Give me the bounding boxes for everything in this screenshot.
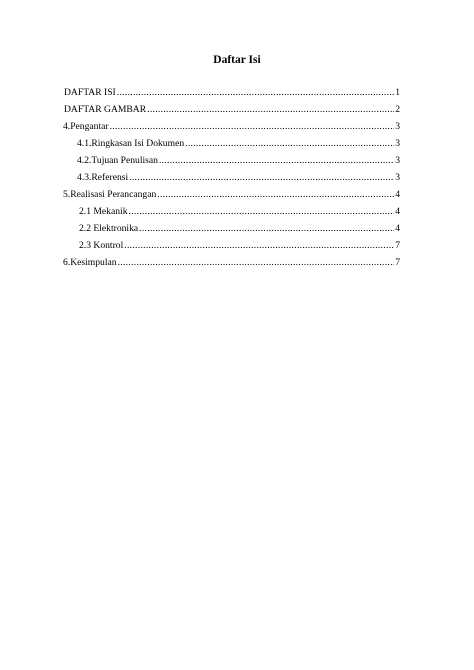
toc-entry-number: 4.: [63, 121, 71, 132]
toc-entry-mekanik[interactable]: [79, 206, 400, 218]
toc-leader-dots: [129, 172, 394, 184]
page-title: Daftar Isi: [213, 54, 261, 66]
toc-entry-label: 4.1.Ringkasan Isi Dokumen: [77, 138, 185, 149]
toc-entry-label: 2.2 Elektronika: [79, 223, 139, 234]
toc-entry-page: 1: [395, 87, 400, 98]
toc-entry-realisasi[interactable]: [63, 189, 400, 201]
toc-entry-tujuan[interactable]: [77, 155, 400, 167]
toc-entry-page: 4: [395, 189, 400, 200]
toc-entry-kontrol[interactable]: [79, 240, 400, 252]
toc-leader-dots: [157, 189, 394, 201]
toc-entry-elektronika[interactable]: [79, 223, 400, 235]
toc-leader-dots: [110, 121, 394, 133]
toc-entry-kesimpulan[interactable]: [63, 257, 400, 269]
toc-entry-label: 4.3.Referensi: [77, 172, 129, 183]
toc-entry-number: 5.: [63, 189, 71, 200]
toc-entry-page: 7: [395, 257, 400, 268]
toc-entry-page: 3: [395, 121, 400, 132]
toc-leader-dots: [129, 206, 395, 218]
toc-leader-dots: [118, 257, 394, 269]
toc-entry-label: DAFTAR ISI: [64, 87, 116, 98]
toc-entry-page: 4: [395, 206, 400, 217]
toc-entry-ringkasan[interactable]: [77, 138, 400, 150]
toc-leader-dots: [139, 223, 394, 235]
toc-entry-number: 6.: [63, 257, 71, 268]
toc-entry-label: 2.3 Kontrol: [79, 240, 124, 251]
toc-entry-page: 7: [395, 240, 400, 251]
toc-entry-page: 3: [395, 155, 400, 166]
toc-entry-referensi[interactable]: [77, 172, 400, 184]
toc-entry-label: Realisasi Perancangan: [70, 189, 157, 200]
toc-entry-page: 2: [395, 104, 400, 115]
toc-entry-label: Kesimpulan: [70, 257, 117, 268]
toc-leader-dots: [147, 104, 394, 116]
toc-entry-daftar-isi[interactable]: [64, 87, 400, 99]
toc-entry-pengantar[interactable]: [63, 121, 400, 133]
toc-entry-label: 4.2.Tujuan Penulisan: [77, 155, 158, 166]
toc-entry-label: DAFTAR GAMBAR: [64, 104, 147, 115]
toc-entry-label: 2.1 Mekanik: [79, 206, 128, 217]
toc-entry-page: 3: [395, 138, 400, 149]
toc-leader-dots: [185, 138, 394, 150]
toc-entry-page: 4: [395, 223, 400, 234]
toc-entry-daftar-gambar[interactable]: [64, 104, 400, 116]
toc-entry-page: 3: [395, 172, 400, 183]
toc-entry-label: Pengantar: [70, 121, 109, 132]
toc-leader-dots: [124, 240, 394, 252]
toc-leader-dots: [159, 155, 394, 167]
toc-leader-dots: [117, 87, 394, 99]
